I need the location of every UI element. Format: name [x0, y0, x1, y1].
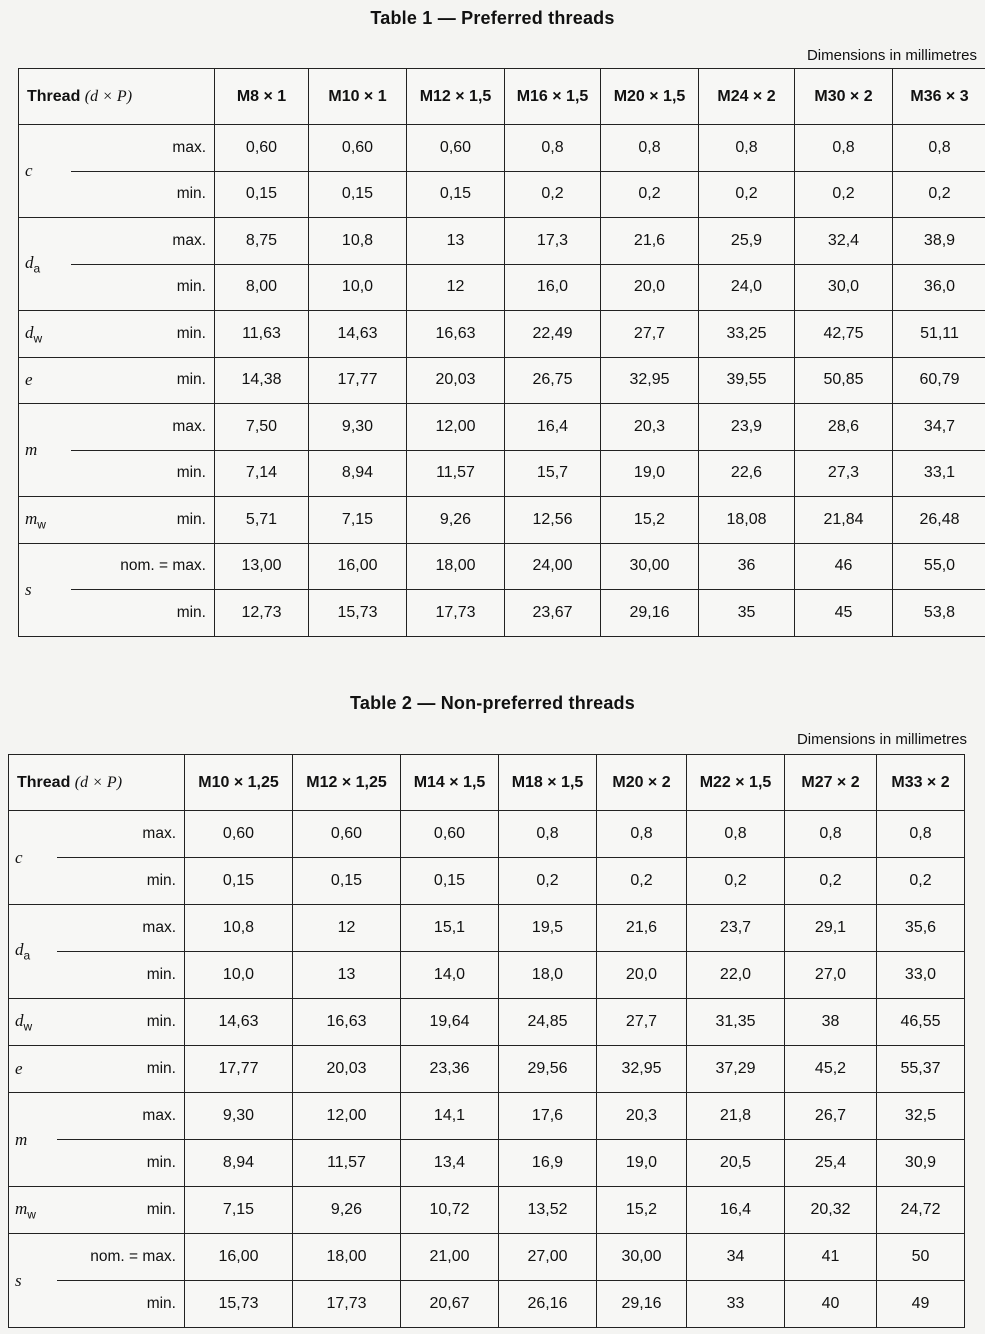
symbol: d	[15, 940, 24, 960]
table2-non-preferred-threads	[8, 754, 965, 1328]
limit-cell: min.	[57, 1046, 185, 1093]
column-header: M10 × 1,25	[185, 755, 293, 811]
value-cell: 0,2	[699, 171, 795, 218]
limit-cell: min.	[57, 999, 185, 1046]
value-cell: 37,29	[687, 1046, 785, 1093]
value-cell: 32,4	[795, 218, 893, 265]
limit-cell: min.	[71, 264, 215, 311]
value-cell: 0,2	[893, 171, 985, 218]
table-row	[19, 590, 985, 637]
value-cell: 13,52	[499, 1187, 597, 1234]
value-cell: 26,7	[785, 1093, 877, 1140]
value-cell: 25,9	[699, 218, 795, 265]
value-cell: 40	[785, 1281, 877, 1328]
value-cell: 0,2	[785, 858, 877, 905]
value-cell: 29,56	[499, 1046, 597, 1093]
value-cell: 14,63	[185, 999, 293, 1046]
value-cell: 26,16	[499, 1281, 597, 1328]
symbol-subscript: w	[27, 1207, 36, 1222]
symbol-cell	[19, 125, 71, 218]
thread-header	[9, 755, 185, 811]
symbol: s	[25, 579, 32, 599]
symbol: d	[25, 252, 34, 272]
header-row	[19, 69, 985, 125]
value-cell: 19,5	[499, 905, 597, 952]
limit-cell: max.	[71, 218, 215, 265]
value-cell: 7,14	[215, 450, 309, 497]
symbol-subscript: w	[37, 516, 46, 531]
value-cell: 16,0	[505, 264, 601, 311]
symbol: s	[15, 1270, 22, 1290]
column-header: M12 × 1,5	[407, 69, 505, 125]
value-cell: 16,00	[185, 1234, 293, 1281]
table-row	[19, 543, 985, 590]
value-cell: 50	[877, 1234, 965, 1281]
value-cell: 27,3	[795, 450, 893, 497]
thread-header	[19, 69, 215, 125]
value-cell: 12	[293, 905, 401, 952]
value-cell: 16,4	[687, 1187, 785, 1234]
table-row	[19, 404, 985, 451]
value-cell: 55,0	[893, 543, 985, 590]
value-cell: 27,7	[597, 999, 687, 1046]
value-cell: 13	[293, 952, 401, 999]
limit-cell: max.	[57, 811, 185, 858]
value-cell: 15,73	[185, 1281, 293, 1328]
value-cell: 17,73	[293, 1281, 401, 1328]
limit-cell: min.	[57, 952, 185, 999]
value-cell: 36,0	[893, 264, 985, 311]
value-cell: 28,6	[795, 404, 893, 451]
value-cell: 45	[795, 590, 893, 637]
value-cell: 34	[687, 1234, 785, 1281]
value-cell: 10,0	[185, 952, 293, 999]
symbol: m	[15, 1129, 28, 1149]
column-header: M24 × 2	[699, 69, 795, 125]
symbol-subscript: a	[23, 948, 31, 963]
value-cell: 0,60	[185, 811, 293, 858]
value-cell: 9,26	[407, 497, 505, 544]
symbol-cell	[9, 1234, 57, 1328]
value-cell: 15,7	[505, 450, 601, 497]
limit-cell: min.	[71, 497, 215, 544]
value-cell: 8,94	[309, 450, 407, 497]
value-cell: 12,00	[293, 1093, 401, 1140]
value-cell: 36	[699, 543, 795, 590]
value-cell: 16,63	[407, 311, 505, 358]
table-row	[19, 264, 985, 311]
value-cell: 0,8	[597, 811, 687, 858]
table-row	[19, 450, 985, 497]
limit-cell: min.	[71, 311, 215, 358]
thread-label: Thread	[27, 87, 81, 105]
value-cell: 7,50	[215, 404, 309, 451]
table-row	[9, 952, 965, 999]
value-cell: 38,9	[893, 218, 985, 265]
symbol: c	[25, 161, 33, 180]
value-cell: 32,95	[601, 357, 699, 404]
value-cell: 31,35	[687, 999, 785, 1046]
value-cell: 20,5	[687, 1140, 785, 1187]
table2-dimensions-note: Dimensions in millimetres	[796, 731, 967, 748]
value-cell: 22,0	[687, 952, 785, 999]
limit-cell: max.	[71, 125, 215, 172]
symbol: e	[15, 1059, 23, 1078]
symbol: e	[25, 370, 33, 390]
value-cell: 50,85	[795, 357, 893, 404]
value-cell: 12,00	[407, 404, 505, 451]
value-cell: 20,32	[785, 1187, 877, 1234]
symbol-cell	[19, 543, 71, 636]
value-cell: 9,30	[309, 404, 407, 451]
value-cell: 30,00	[597, 1234, 687, 1281]
value-cell: 20,03	[293, 1046, 401, 1093]
value-cell: 27,7	[601, 311, 699, 358]
column-header: M10 × 1	[309, 69, 407, 125]
column-header: M27 × 2	[785, 755, 877, 811]
symbol-cell	[9, 1046, 57, 1093]
symbol-cell	[9, 811, 57, 905]
table-row	[19, 171, 985, 218]
limit-cell: nom. = max.	[71, 543, 215, 590]
value-cell: 51,11	[893, 311, 985, 358]
table-row	[19, 311, 985, 358]
value-cell: 14,63	[309, 311, 407, 358]
column-header: M30 × 2	[795, 69, 893, 125]
value-cell: 23,7	[687, 905, 785, 952]
value-cell: 29,16	[597, 1281, 687, 1328]
value-cell: 0,15	[309, 171, 407, 218]
value-cell: 19,0	[597, 1140, 687, 1187]
value-cell: 0,2	[795, 171, 893, 218]
column-header: M20 × 2	[597, 755, 687, 811]
limit-cell: max.	[71, 404, 215, 451]
value-cell: 0,2	[505, 171, 601, 218]
column-header: M8 × 1	[215, 69, 309, 125]
limit-cell: min.	[71, 450, 215, 497]
value-cell: 0,15	[215, 171, 309, 218]
symbol-cell	[19, 497, 71, 544]
value-cell: 0,8	[505, 125, 601, 172]
table-row	[9, 999, 965, 1046]
value-cell: 29,16	[601, 590, 699, 637]
column-header: M33 × 2	[877, 755, 965, 811]
table-row	[9, 1046, 965, 1093]
limit-cell: min.	[71, 590, 215, 637]
value-cell: 0,2	[601, 171, 699, 218]
value-cell: 7,15	[185, 1187, 293, 1234]
value-cell: 18,00	[407, 543, 505, 590]
value-cell: 5,71	[215, 497, 309, 544]
value-cell: 33,1	[893, 450, 985, 497]
symbol-cell	[19, 218, 71, 311]
value-cell: 0,15	[407, 171, 505, 218]
value-cell: 0,60	[293, 811, 401, 858]
value-cell: 46	[795, 543, 893, 590]
value-cell: 39,55	[699, 357, 795, 404]
value-cell: 16,63	[293, 999, 401, 1046]
value-cell: 24,00	[505, 543, 601, 590]
value-cell: 24,72	[877, 1187, 965, 1234]
value-cell: 26,48	[893, 497, 985, 544]
symbol: d	[15, 1010, 24, 1030]
table-row	[9, 1093, 965, 1140]
value-cell: 16,00	[309, 543, 407, 590]
value-cell: 23,9	[699, 404, 795, 451]
table-row	[9, 905, 965, 952]
value-cell: 0,2	[687, 858, 785, 905]
value-cell: 21,6	[597, 905, 687, 952]
value-cell: 35,6	[877, 905, 965, 952]
value-cell: 30,00	[601, 543, 699, 590]
value-cell: 29,1	[785, 905, 877, 952]
value-cell: 60,79	[893, 357, 985, 404]
symbol-cell	[9, 1093, 57, 1187]
value-cell: 21,6	[601, 218, 699, 265]
value-cell: 21,84	[795, 497, 893, 544]
column-header: M36 × 3	[893, 69, 985, 125]
value-cell: 20,0	[601, 264, 699, 311]
value-cell: 0,8	[601, 125, 699, 172]
value-cell: 18,00	[293, 1234, 401, 1281]
value-cell: 42,75	[795, 311, 893, 358]
value-cell: 9,26	[293, 1187, 401, 1234]
table1-dimensions-note: Dimensions in millimetres	[806, 47, 977, 64]
table-row	[19, 125, 985, 172]
value-cell: 33,25	[699, 311, 795, 358]
table2-caption: Table 2 — Non-preferred threads	[350, 693, 635, 713]
table-row	[9, 811, 965, 858]
column-header: M18 × 1,5	[499, 755, 597, 811]
value-cell: 8,00	[215, 264, 309, 311]
value-cell: 19,64	[401, 999, 499, 1046]
value-cell: 9,30	[185, 1093, 293, 1140]
value-cell: 27,00	[499, 1234, 597, 1281]
column-header: M12 × 1,25	[293, 755, 401, 811]
value-cell: 22,6	[699, 450, 795, 497]
value-cell: 34,7	[893, 404, 985, 451]
table-row	[19, 357, 985, 404]
value-cell: 0,8	[893, 125, 985, 172]
value-cell: 18,08	[699, 497, 795, 544]
value-cell: 30,0	[795, 264, 893, 311]
symbol-cell	[9, 999, 57, 1046]
value-cell: 15,2	[597, 1187, 687, 1234]
value-cell: 0,8	[499, 811, 597, 858]
symbol-cell	[9, 905, 57, 999]
thread-notation: (d × P)	[74, 773, 123, 791]
value-cell: 0,60	[401, 811, 499, 858]
symbol-cell	[19, 404, 71, 497]
value-cell: 20,0	[597, 952, 687, 999]
value-cell: 21,8	[687, 1093, 785, 1140]
value-cell: 27,0	[785, 952, 877, 999]
table-row	[9, 858, 965, 905]
value-cell: 33	[687, 1281, 785, 1328]
value-cell: 11,57	[293, 1140, 401, 1187]
value-cell: 12,56	[505, 497, 601, 544]
value-cell: 14,1	[401, 1093, 499, 1140]
value-cell: 0,8	[785, 811, 877, 858]
value-cell: 24,0	[699, 264, 795, 311]
table1-body	[19, 69, 985, 637]
value-cell: 32,95	[597, 1046, 687, 1093]
value-cell: 10,8	[309, 218, 407, 265]
value-cell: 14,38	[215, 357, 309, 404]
value-cell: 0,15	[185, 858, 293, 905]
value-cell: 0,2	[597, 858, 687, 905]
value-cell: 22,49	[505, 311, 601, 358]
symbol: m	[25, 508, 38, 528]
table-row	[9, 1140, 965, 1187]
value-cell: 12	[407, 264, 505, 311]
value-cell: 8,75	[215, 218, 309, 265]
value-cell: 46,55	[877, 999, 965, 1046]
thread-notation: (d × P)	[84, 87, 133, 105]
symbol-subscript: w	[33, 330, 43, 345]
value-cell: 0,15	[293, 858, 401, 905]
value-cell: 0,8	[877, 811, 965, 858]
value-cell: 26,75	[505, 357, 601, 404]
value-cell: 0,60	[407, 125, 505, 172]
value-cell: 11,57	[407, 450, 505, 497]
value-cell: 14,0	[401, 952, 499, 999]
value-cell: 10,0	[309, 264, 407, 311]
value-cell: 16,4	[505, 404, 601, 451]
value-cell: 15,73	[309, 590, 407, 637]
value-cell: 8,94	[185, 1140, 293, 1187]
limit-cell: max.	[57, 1093, 185, 1140]
table-row	[19, 497, 985, 544]
limit-cell: min.	[57, 858, 185, 905]
limit-cell: min.	[57, 1187, 185, 1234]
value-cell: 13,4	[401, 1140, 499, 1187]
symbol-cell	[19, 311, 71, 358]
value-cell: 32,5	[877, 1093, 965, 1140]
value-cell: 38	[785, 999, 877, 1046]
value-cell: 0,8	[699, 125, 795, 172]
limit-cell: min.	[57, 1281, 185, 1328]
value-cell: 15,2	[601, 497, 699, 544]
symbol-cell	[19, 357, 71, 404]
value-cell: 0,8	[687, 811, 785, 858]
value-cell: 18,0	[499, 952, 597, 999]
value-cell: 20,67	[401, 1281, 499, 1328]
table2-body	[9, 755, 965, 1328]
value-cell: 13,00	[215, 543, 309, 590]
table-row	[9, 1281, 965, 1328]
limit-cell: nom. = max.	[57, 1234, 185, 1281]
table-row	[9, 1234, 965, 1281]
value-cell: 10,72	[401, 1187, 499, 1234]
value-cell: 53,8	[893, 590, 985, 637]
header-row	[9, 755, 965, 811]
value-cell: 30,9	[877, 1140, 965, 1187]
symbol-subscript: w	[23, 1019, 33, 1034]
value-cell: 17,77	[309, 357, 407, 404]
value-cell: 25,4	[785, 1140, 877, 1187]
column-header: M16 × 1,5	[505, 69, 601, 125]
value-cell: 0,2	[877, 858, 965, 905]
limit-cell: min.	[71, 357, 215, 404]
value-cell: 0,60	[215, 125, 309, 172]
thread-label: Thread	[17, 773, 71, 791]
limit-cell: min.	[71, 171, 215, 218]
value-cell: 20,3	[597, 1093, 687, 1140]
value-cell: 24,85	[499, 999, 597, 1046]
value-cell: 0,2	[499, 858, 597, 905]
symbol: m	[15, 1198, 28, 1218]
value-cell: 35	[699, 590, 795, 637]
value-cell: 17,6	[499, 1093, 597, 1140]
value-cell: 17,77	[185, 1046, 293, 1093]
value-cell: 21,00	[401, 1234, 499, 1281]
value-cell: 49	[877, 1281, 965, 1328]
table1-preferred-threads	[18, 68, 985, 637]
value-cell: 45,2	[785, 1046, 877, 1093]
value-cell: 23,67	[505, 590, 601, 637]
value-cell: 23,36	[401, 1046, 499, 1093]
column-header: M14 × 1,5	[401, 755, 499, 811]
value-cell: 20,3	[601, 404, 699, 451]
value-cell: 0,8	[795, 125, 893, 172]
column-header: M20 × 1,5	[601, 69, 699, 125]
value-cell: 15,1	[401, 905, 499, 952]
symbol: d	[25, 322, 34, 342]
limit-cell: max.	[57, 905, 185, 952]
value-cell: 7,15	[309, 497, 407, 544]
symbol-cell	[9, 1187, 57, 1234]
value-cell: 13	[407, 218, 505, 265]
limit-cell: min.	[57, 1140, 185, 1187]
value-cell: 19,0	[601, 450, 699, 497]
value-cell: 0,60	[309, 125, 407, 172]
value-cell: 10,8	[185, 905, 293, 952]
table1-caption: Table 1 — Preferred threads	[370, 8, 615, 28]
value-cell: 20,03	[407, 357, 505, 404]
value-cell: 55,37	[877, 1046, 965, 1093]
symbol: m	[25, 440, 38, 459]
value-cell: 11,63	[215, 311, 309, 358]
value-cell: 12,73	[215, 590, 309, 637]
value-cell: 17,3	[505, 218, 601, 265]
value-cell: 0,15	[401, 858, 499, 905]
table-row	[19, 218, 985, 265]
value-cell: 33,0	[877, 952, 965, 999]
table-row	[9, 1187, 965, 1234]
symbol: c	[15, 847, 23, 867]
column-header: M22 × 1,5	[687, 755, 785, 811]
value-cell: 16,9	[499, 1140, 597, 1187]
symbol-subscript: a	[33, 261, 41, 276]
value-cell: 17,73	[407, 590, 505, 637]
value-cell: 41	[785, 1234, 877, 1281]
